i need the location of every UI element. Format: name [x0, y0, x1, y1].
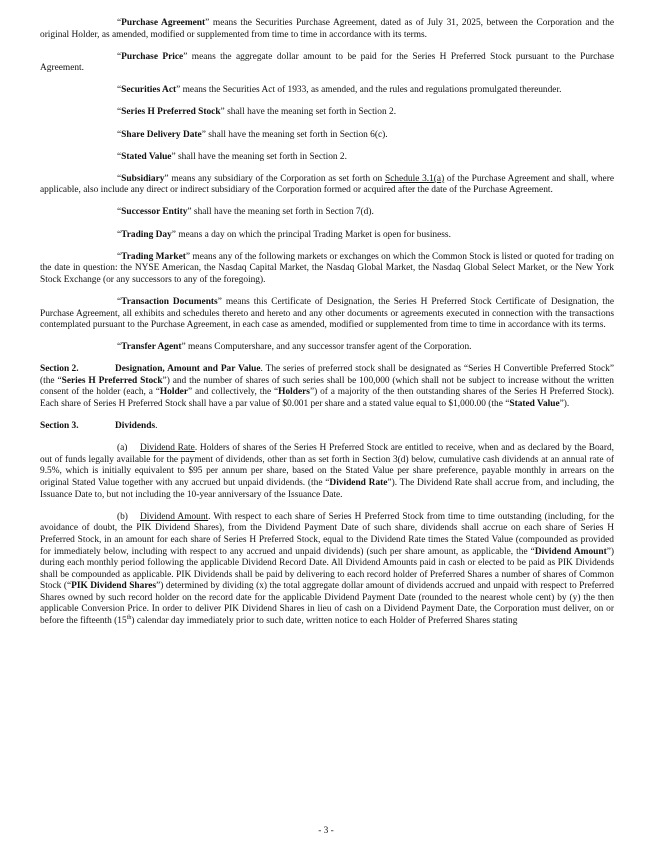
section-number: Section 3. [40, 421, 79, 432]
definition-share-delivery-date: “Share Delivery Date” shall have the meaning set forth in Section 6(c). [117, 129, 388, 140]
section-text: ”) determined by dividing (x) the total aggregate dollar amount of dividends accrued and unpaid with respect to Preferred Shares owned by such record holder on the record date for the applicable Dividend Payment Date (rounded to the nearest whole cent) by (y) the then applicable Conversion Price. In order to deliver PIK Dividend Shares in lieu of cash on a Dividend Payment Date, the Corporation must deliver, on or before the fifteenth (15 [40, 581, 614, 627]
defined-term: Stated Value [509, 399, 560, 410]
term: Successor Entity [121, 207, 188, 218]
defined-term: Holder [159, 387, 188, 398]
definition-purchase-price: “Purchase Price” means the aggregate dollar amount to be paid for the Series H Preferred Stock pursuant to the Purchase Agreement. [40, 51, 614, 74]
section-2 [40, 364, 614, 410]
term: Purchase Agreement [121, 18, 206, 28]
section-text: . Holders of shares of the Series H Preferred Stock are entitled to receive, when and as declared by the Board, out of funds legally available for the payment of dividends, other than as set forth in Section 3(d) below, cumulative cash dividends at an annual rate of 9.5%, which is initially equivalent to $95 per annum per share, based on the Stated Value per share preference, payable monthly in arrears on the original Stated Value together with any accrued but unpaid dividends. (the “ [40, 443, 614, 489]
definition-securities-act: “Securities Act” means the Securities Act of 1933, as amended, and the rules and regulations promulgated thereunder. [117, 85, 562, 96]
definition-successor-entity: “Successor Entity” shall have the meaning set forth in Section 7(d). [117, 207, 374, 218]
section-heading: Dividends [115, 421, 156, 432]
section-text: ”). The Dividend Rate shall accrue from, and including, the Issuance Date to, but not including the 10-year anniversary of the Issuance Date. [40, 478, 615, 500]
term: Share Delivery Date [121, 129, 202, 140]
definition-trading-day: “Trading Day” means a day on which the principal Trading Market is open for business. [117, 229, 451, 240]
definition-text: means the Securities Act of 1933, as amended, and the rules and regulations promulgated thereunder. [180, 85, 562, 96]
defined-term: Dividend Amount [534, 546, 607, 557]
defined-term: PIK Dividend Shares [71, 581, 157, 592]
defined-term: Series H Preferred Stock [61, 375, 163, 386]
section-text: ) calendar day immediately prior to such date, written notice to each Holder of Preferred Shares stating [131, 616, 518, 627]
section-3b [40, 512, 614, 628]
term: Stated Value [121, 151, 172, 162]
definition-trading-market: “Trading Market” means any of the following markets or exchanges on which the Common Stock is listed or quoted for trading on the date in question: the NYSE American, the Nasdaq Capital Market, the Nasdaq Global Market, the Nasdaq Global Select Market, or the New York Stock Exchange (or any successors to any of the foregoing). [40, 251, 614, 285]
term: Transaction Documents [121, 296, 218, 307]
definition-text: means this Certificate of Designation, the Series H Preferred Stock Certificate of Designation, the Purchase Agreement, all exhibits and schedules thereto and hereto and any other documents or agreements executed in connection with the transactions contemplated pursuant to the Purchase Agreement, in each case as amended, modified or supplemented from time to time in accordance with its terms. [40, 296, 614, 331]
definition-transfer-agent: “Transfer Agent” means Computershare, and any successor transfer agent of the Corporation. [117, 342, 472, 353]
term: Purchase Price [121, 51, 184, 62]
section-heading: Designation, Amount and Par Value [115, 364, 261, 375]
section-text: . The series of preferred stock shall be designated as “Series H Convertible Preferred Stock” (the “ [40, 364, 614, 386]
definition-series-h-preferred-stock: “Series H Preferred Stock” shall have the meaning set forth in Section 2. [117, 107, 397, 118]
definition-text: shall have the meaning set forth in Section 7(d). [191, 207, 374, 218]
term: Securities Act [121, 85, 177, 96]
subsection-title: Dividend Amount [140, 511, 209, 522]
definition-text: of the Purchase Agreement and shall, where applicable, also include any direct or indirect subsidiary of the Corporation formed or acquired after the date of the Purchase Agreement. [40, 173, 614, 196]
term: Trading Day [121, 229, 172, 240]
definition-text: means the Securities Purchase Agreement, dated as of July 31, 2025, between the Corporation and the original Holder, as amended, modified or supplemented from time to time in accordance with its terms. [40, 18, 614, 40]
defined-term: Dividend Rate [329, 478, 388, 489]
definition-text: means a day on which the principal Trading Market is open for business. [175, 229, 451, 240]
subsection-label: (a) [117, 443, 128, 454]
definition-text: shall have the meaning set forth in Section 2. [175, 151, 347, 162]
definition-text: means the aggregate dollar amount to be paid for the Series H Preferred Stock pursuant to the Purchase Agreement. [40, 51, 614, 74]
section-text: ”) and the number of shares of such series shall be 100,000 (which shall not be subject to increase without the written consent of the holder (each, a “ [40, 375, 614, 398]
schedule-reference: Schedule 3.1(a) [384, 173, 445, 184]
definition-text: means any of the following markets or exchanges on which the Common Stock is listed or quoted for trading on the date in question: the NYSE American, the Nasdaq Capital Market, the Nasdaq Global Market, the Nasdaq Global Select Market, or the New York Stock Exchange (or any successors to any of the foregoing). [40, 251, 614, 285]
term: Subsidiary [121, 173, 165, 184]
section-text: ” and collectively, the “ [188, 387, 279, 398]
definition-purchase-agreement: “Purchase Agreement” means the Securities Purchase Agreement, dated as of July 31, 2025, between the Corporation and the original Holder, as amended, modified or supplemented from time to time in accordance with its terms. [40, 18, 614, 40]
definition-text: shall have the meaning set forth in Section 2. [224, 107, 397, 118]
definition-transaction-documents: “Transaction Documents” means this Certificate of Designation, the Series H Preferred Stock Certificate of Designation, the Purchase Agreement, all exhibits and schedules thereto and hereto and any other documents or agreements executed in connection with the transactions contemplated pursuant to the Purchase Agreement, in each case as amended, modified or supplemented from time to time in accordance with its terms. [40, 296, 614, 331]
subsection-label: (b) [117, 511, 128, 522]
definition-text: shall have the meaning set forth in Section 6(c). [205, 129, 388, 140]
term: Trading Market [121, 251, 186, 262]
section-text: . With respect to each share of Series H Preferred Stock from time to time outstanding (including, for the avoidance of doubt, the PIK Dividend Shares), from the Dividend Payment Date of such share, dividends shall accrue on each share of Series H Preferred Stock, in an amount for each share of Series H Preferred Stock, equal to the Dividend Rate times the Stated Value (compounded as provided for immediately below, including with respect to any accrued and unpaid dividends) (such per share amount, as applicable, the “ [40, 511, 614, 557]
section-text: ”) during each monthly period following the applicable Dividend Record Date. All Dividend Amounts paid in cash or elected to be paid as PIK Dividends shall be compounded as applicable. PIK Dividends shall be paid by delivering to each record holder of Preferred Shares a number of shares of Common Stock (“ [40, 546, 614, 592]
section-text: ”). [559, 399, 570, 410]
defined-term: Holders [278, 387, 310, 398]
section-3-heading [40, 421, 614, 433]
definition-text: means Computershare, and any successor transfer agent of the Corporation. [185, 342, 472, 353]
section-text: . [155, 421, 158, 432]
term: Transfer Agent [121, 342, 182, 353]
page-number: - 3 - [318, 826, 334, 836]
subsection-title: Dividend Rate [140, 443, 195, 454]
section-text: ”) of a majority of the then outstanding shares of the Series H Preferred Stock). Each share of Series H Preferred Stock shall have a par value of $0.001 per share and a stated value equal to $1,000.00 (the “ [40, 387, 614, 410]
definition-text: means any subsidiary of the Corporation as set forth on [168, 173, 385, 184]
term: Series H Preferred Stock [121, 107, 221, 118]
ordinal-suffix: th [126, 614, 132, 621]
definition-stated-value: “Stated Value” shall have the meaning set forth in Section 2. [117, 151, 347, 162]
section-3a [40, 443, 614, 501]
definition-subsidiary: “Subsidiary” means any subsidiary of the Corporation as set forth on Schedule 3.1(a) of the Purchase Agreement and shall, where applicable, also include any direct or indirect subsidiary of the Corporation formed or acquired after the date of the Purchase Agreement. [40, 173, 614, 196]
section-number: Section 2. [40, 364, 79, 375]
